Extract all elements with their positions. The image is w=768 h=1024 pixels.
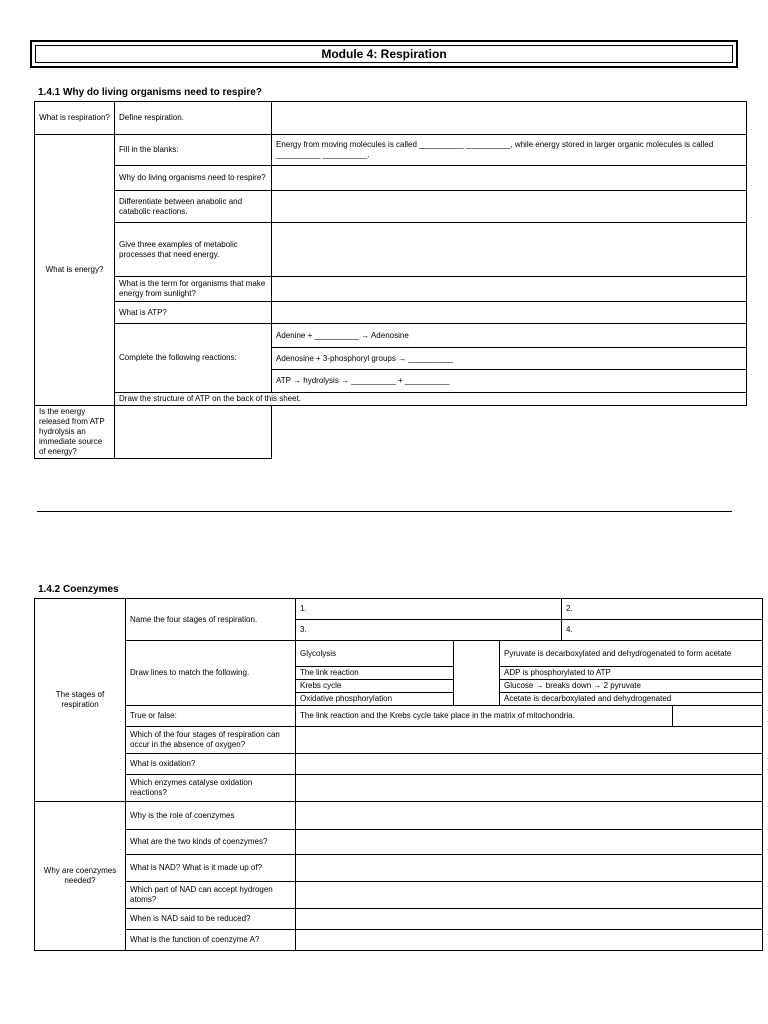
page-title: Module 4: Respiration: [35, 45, 733, 63]
match-right-1: Pyruvate is decarboxylated and dehydrogenated to form acetate: [500, 641, 763, 667]
group-coenzymes: Why are coenzymes needed?: [35, 802, 126, 951]
answer-nad[interactable]: [296, 855, 763, 882]
answer-fill-blanks[interactable]: Energy from moving molecules is called __________ __________, while energy stored in larger organic molecules is called __________ __________.: [272, 135, 747, 166]
group-stages: The stages of respiration: [35, 599, 126, 802]
section1-heading: 1.4.1 Why do living organisms need to respire?: [38, 87, 262, 98]
question-true-false: True or false:: [126, 706, 296, 727]
question-nad-part: Which part of NAD can accept hydrogen atoms?: [126, 882, 296, 909]
answer-define[interactable]: [272, 102, 747, 135]
question-why-respire: Why do living organisms need to respire?: [115, 166, 272, 191]
section-divider: [37, 511, 732, 512]
question-nad: What is NAD? What is it made up of?: [126, 855, 296, 882]
question-term-sunlight: What is the term for organisms that make energy from sunlight?: [115, 277, 272, 302]
answer-immediate-source[interactable]: [115, 406, 272, 459]
match-right-2: ADP is phosphorylated to ATP: [500, 667, 763, 680]
question-name-stages: Name the four stages of respiration.: [126, 599, 296, 641]
answer-oxidation[interactable]: [296, 754, 763, 775]
question-coenzyme-a: What is the function of coenzyme A?: [126, 930, 296, 951]
question-draw-lines: Draw lines to match the following.: [126, 641, 296, 706]
answer-differentiate[interactable]: [272, 191, 747, 223]
answer-why-respire[interactable]: [272, 166, 747, 191]
reaction-2[interactable]: Adenosine + 3-phosphoryl groups → __________: [272, 348, 747, 370]
match-right-4: Acetate is decarboxylated and dehydrogenated: [500, 693, 763, 706]
answer-enzymes-oxidation[interactable]: [296, 775, 763, 802]
answer-nad-reduced[interactable]: [296, 909, 763, 930]
question-complete-reactions: Complete the following reactions:: [115, 324, 272, 393]
match-right-3: Glucose → breaks down → 2 pyruvate: [500, 680, 763, 693]
section2-heading: 1.4.2 Coenzymes: [38, 584, 119, 595]
question-oxidation: What is oxidation?: [126, 754, 296, 775]
match-left-1: Glycolysis: [296, 641, 454, 667]
question-nad-reduced: When is NAD said to be reduced?: [126, 909, 296, 930]
question-enzymes-oxidation: Which enzymes catalyse oxidation reactions?: [126, 775, 296, 802]
question-immediate-source: Is the energy released from ATP hydrolysis an immediate source of energy?: [35, 406, 115, 459]
answer-nad-part[interactable]: [296, 882, 763, 909]
question-define: Define respiration.: [115, 102, 272, 135]
question-role-coenzymes: Why is the role of coenzymes: [126, 802, 296, 830]
stage-2-blank[interactable]: 2.: [562, 599, 763, 620]
answer-two-kinds[interactable]: [296, 830, 763, 855]
answer-role-coenzymes[interactable]: [296, 802, 763, 830]
question-what-atp: What is ATP?: [115, 302, 272, 324]
question-absence-oxygen: Which of the four stages of respiration can occur in the absence of oxygen?: [126, 727, 296, 754]
answer-coenzyme-a[interactable]: [296, 930, 763, 951]
instruction-draw-atp: Draw the structure of ATP on the back of this sheet.: [115, 393, 747, 406]
answer-true-false[interactable]: [673, 706, 763, 727]
statement-true-false: The link reaction and the Krebs cycle take place in the matrix of mitochondria.: [296, 706, 673, 727]
answer-three-examples[interactable]: [272, 223, 747, 277]
question-three-examples: Give three examples of metabolic processes that need energy.: [115, 223, 272, 277]
question-differentiate: Differentiate between anabolic and catabolic reactions.: [115, 191, 272, 223]
match-lines-area[interactable]: [454, 641, 500, 706]
stage-1-blank[interactable]: 1.: [296, 599, 562, 620]
group-energy: What is energy?: [35, 135, 115, 406]
answer-absence-oxygen[interactable]: [296, 727, 763, 754]
match-left-4: Oxidative phosphorylation: [296, 693, 454, 706]
reaction-1[interactable]: Adenine + __________ → Adenosine: [272, 324, 747, 348]
section2-table: [34, 598, 763, 951]
section1-table: [34, 101, 747, 459]
stage-3-blank[interactable]: 3.: [296, 620, 562, 641]
question-two-kinds: What are the two kinds of coenzymes?: [126, 830, 296, 855]
stage-4-blank[interactable]: 4.: [562, 620, 763, 641]
question-fill-blanks: Fill in the blanks:: [115, 135, 272, 166]
answer-what-atp[interactable]: [272, 302, 747, 324]
answer-term-sunlight[interactable]: [272, 277, 747, 302]
match-left-3: Krebs cycle: [296, 680, 454, 693]
group-respiration: What is respiration?: [35, 102, 115, 135]
match-left-2: The link reaction: [296, 667, 454, 680]
reaction-3[interactable]: ATP → hydrolysis → __________ + __________: [272, 370, 747, 393]
title-box: [30, 40, 738, 68]
